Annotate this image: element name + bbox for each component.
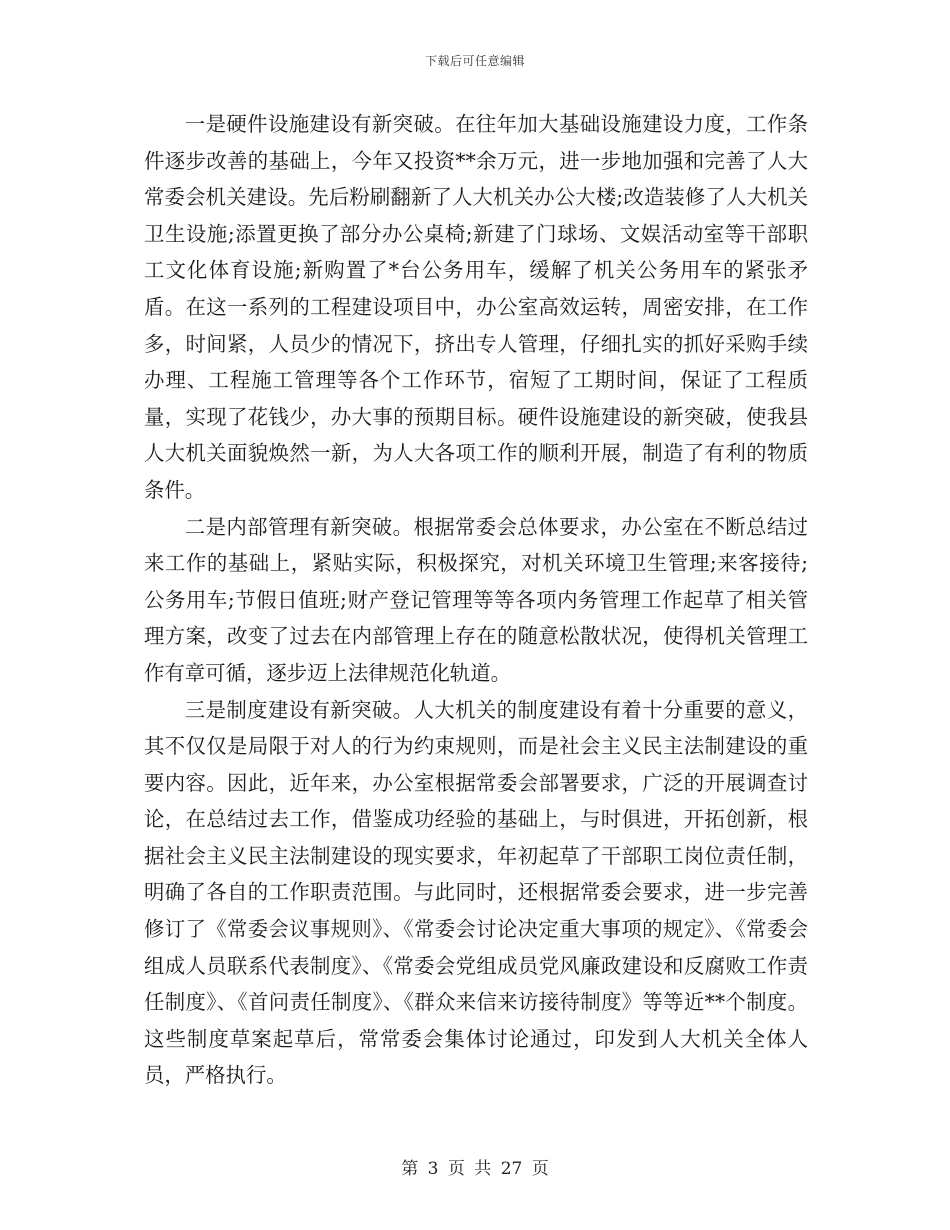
paragraph-system-building: 三是制度建设有新突破。人大机关的制度建设有着十分重要的意义，其不仅仅是局限于对人的行为约束规则，而是社会主义民主法制建设的重要内容。因此，近年来，办公室根据常委会部署要求，广泛的开展调查讨论，在总结过去工作，借鉴成功经验的基础上，与时俱进，开拓创新，根据社会主义民主法制建设的现实要求，年初起草了干部职工岗位责任制，明确了各自的工作职责范围。与此同时，还根据常委会要求，进一步完善修订了《常委会议事规则》、《常委会讨论决定重大事项的规定》、《常委会组成人员联系代表制度》、《常委会党组成员党风廉政建设和反腐败工作责任制度》、《首问责任制度》、《群众来信来访接待制度》等等近**个制度。这些制度草案起草后，常常委会集体讨论通过，印发到人大机关全体人员，严格执行。 <box>144 697 808 1088</box>
page-header: 下载后可任意编辑 <box>424 54 525 68</box>
page-footer: 第 3 页 共 27 页 <box>401 1159 549 1179</box>
paragraph-internal-management: 二是内部管理有新突破。根据常委会总体要求，办公室在不断总结过来工作的基础上，紧贴实际，积极探究，对机关环境卫生管理;来客接待;公务用车;节假日值班;财产登记管理等等各项内务管理工作起草了相关管理方案，改变了过去在内部管理上存在的随意松散状况，使得机关管理工作有章可循，逐步迈上法律规范化轨道。 <box>144 514 808 685</box>
paragraph-hardware: 一是硬件设施建设有新突破。在往年加大基础设施建设力度，工作条件逐步改善的基础上，今年又投资**余万元，进一步地加强和完善了人大常委会机关建设。先后粉刷翻新了人大机关办公大楼;改造装修了人大机关卫生设施;添置更换了部分办公桌椅;新建了门球场、文娱活动室等干部职工文化体育设施;新购置了*台公务用车，缓解了机关公务用车的紧张矛盾。在这一系列的工程建设项目中，办公室高效运转，周密安排，在工作多，时间紧，人员少的情况下，挤出专人管理，仔细扎实的抓好采购手续办理、工程施工管理等各个工作环节，宿短了工期时间，保证了工程质量，实现了花钱少，办大事的预期目标。硬件设施建设的新突破，使我县人大机关面貌焕然一新，为人大各项工作的顺利开展，制造了有利的物质条件。 <box>144 112 808 502</box>
document-body <box>144 106 808 1094</box>
